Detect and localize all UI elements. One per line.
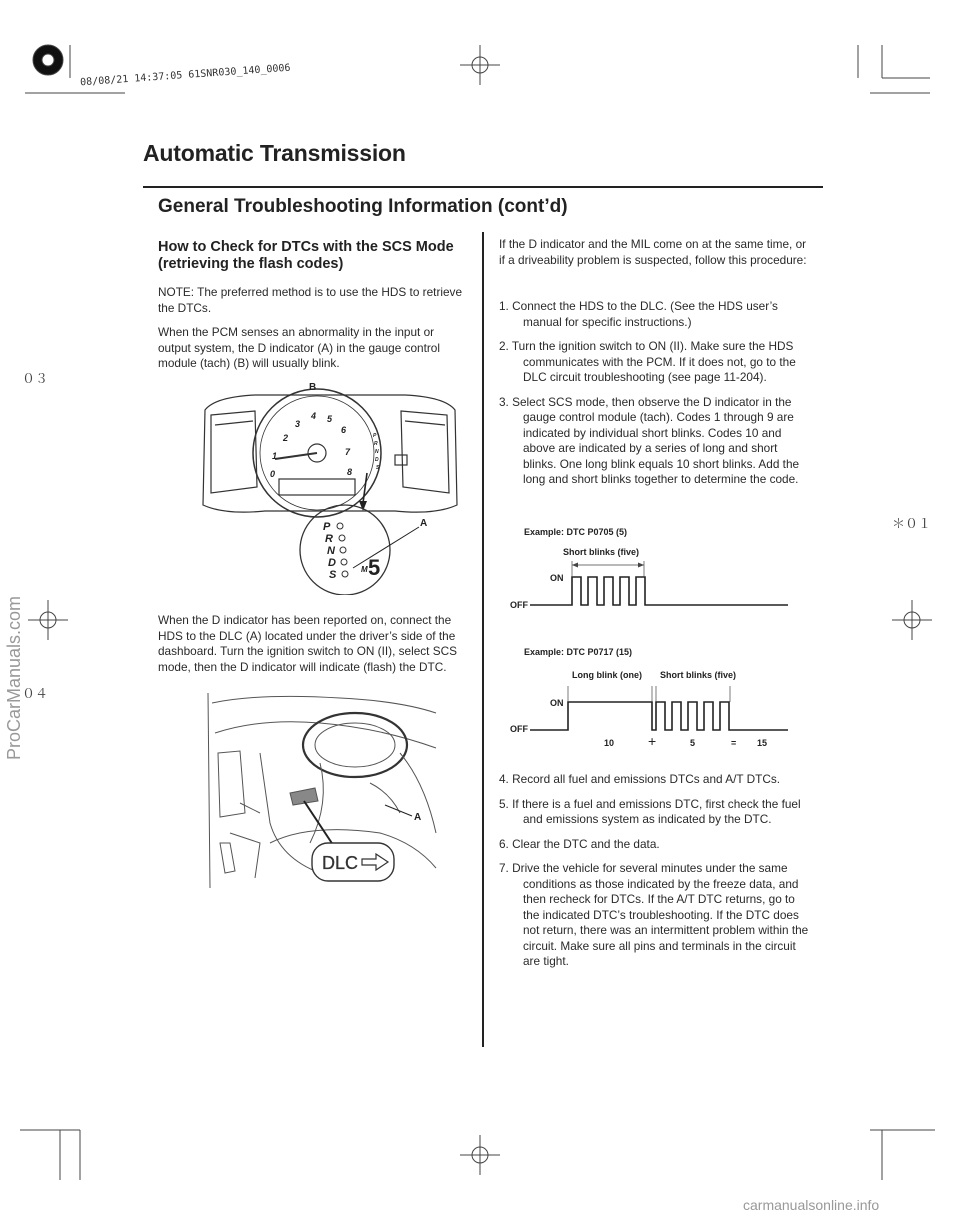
note-paragraph: NOTE: The preferred method is to use the HDS to retrieve the DTCs.: [158, 285, 463, 315]
procedure-step: 6. Clear the DTC and the data.: [499, 836, 660, 851]
dial-number: 7: [345, 447, 351, 457]
example2-title: Example: DTC P0717 (15): [524, 647, 633, 657]
waveform-example2: [530, 680, 800, 740]
title-rule: [143, 186, 823, 188]
dlc-label: DLC: [322, 853, 359, 873]
equation-5: 5: [690, 738, 696, 748]
tach-gear-letter: S: [376, 465, 380, 471]
example1-on-label: ON: [550, 573, 564, 583]
section-heading: How to Check for DTCs with the SCS Mode (retrieving the flash codes): [158, 239, 454, 272]
tach-gear-letter: R: [374, 441, 378, 447]
label-a-indicator: A: [420, 518, 428, 529]
gear-letter-d: D: [328, 557, 336, 569]
example2-off-label: OFF: [510, 724, 528, 734]
margin-mark-01: ＊０１: [892, 517, 932, 532]
mode-digit: 5: [368, 555, 381, 580]
dial-number: 3: [295, 419, 301, 429]
procedure-intro: If the D indicator and the MIL come on at the same time, or if a driveability problem is suspected, follow this procedure:: [499, 237, 807, 267]
label-b-gauge: B: [309, 382, 317, 393]
print-stamp: 08/08/21 14:37:05 61SNR030_140_0006: [79, 62, 291, 89]
page-subtitle: General Troubleshooting Information (cont’d): [158, 196, 568, 217]
dial-number: 2: [283, 433, 289, 443]
gear-letter-p: P: [323, 521, 331, 533]
gear-letter-s: S: [329, 569, 337, 581]
column-divider: [482, 232, 484, 1047]
dial-number: 1: [272, 451, 278, 461]
tach-gear-letter: N: [375, 449, 379, 455]
example1-blinks-label: Short blinks (five): [563, 547, 640, 557]
connect-hds-paragraph: When the D indicator has been reported on, connect the HDS to the DLC (A) located under the driver’s side of the dashboard. Turn the ignition switch to ON (II), select SCS mode, then the D indicator will indicate (flash) the DTC.: [158, 613, 457, 674]
margin-mark-03: ０３: [22, 372, 49, 387]
page-title: Automatic Transmission: [143, 140, 406, 166]
example1-off-label: OFF: [510, 600, 528, 610]
procedure-steps-4-7: [499, 772, 809, 970]
gear-letter-r: R: [325, 533, 333, 545]
dial-number: 4: [311, 411, 317, 421]
margin-mark-04: ０４: [22, 687, 49, 702]
mode-badge: M: [361, 565, 368, 574]
tach-gear-letter: P: [373, 433, 377, 439]
dial-number: 5: [327, 414, 333, 424]
label-a-dlc: A: [414, 812, 422, 823]
equation-equals: =: [731, 738, 737, 748]
equation-10: 10: [604, 738, 615, 748]
procedure-step: 2. Turn the ignition switch to ON (II). Make sure the HDS communicates with the PCM. If it does not, go to the DLC circuit troubleshooting (see page 11-204).: [499, 339, 796, 384]
bottom-watermark: carmanualsonline.info: [743, 1197, 880, 1213]
blink-signal-line: [530, 577, 788, 605]
procedure-step: 3. Select SCS mode, then observe the D indicator in the gauge control module (tach). Codes 1 through 9 are indicated by individual short blinks. Codes 10 and above are indicated by a series of long and short blinks. One long blink equals 10 short blinks. Add the long and short blinks together to determine the code.: [499, 394, 800, 486]
example1-title: Example: DTC P0705 (5): [524, 527, 628, 537]
example2-on-label: ON: [550, 698, 564, 708]
example2-long-label: Long blink (one): [572, 670, 642, 680]
waveform-example1: [530, 555, 800, 615]
procedure-step: 1. Connect the HDS to the DLC. (See the HDS user’s manual for specific instructions.): [499, 299, 778, 329]
procedure-step: 5. If there is a fuel and emissions DTC, first check the fuel and emissions system as indicated by the DTC.: [499, 796, 801, 826]
dial-number: 6: [341, 425, 347, 435]
procedure-step: 4. Record all fuel and emissions DTCs and A/T DTCs.: [499, 772, 781, 786]
gear-letter-n: N: [327, 545, 335, 557]
dial-number: 8: [347, 467, 353, 477]
example2-short-label: Short blinks (five): [660, 670, 737, 680]
equation-15: 15: [757, 738, 768, 748]
procedure-step: 7. Drive the vehicle for several minutes under the same conditions as those indicated by the freeze data, and then recheck for DTCs. If the A/T DTC returns, go to the indicated DTC’s troubleshooting. If the DTC does not return, there was an intermittent problem within the circuit. Make sure all pins and terminals in the circuit are tight.: [499, 861, 809, 968]
tach-gear-letter: D: [375, 457, 379, 463]
side-watermark: ProCarManuals.com: [4, 595, 24, 760]
equation-plus: +: [648, 733, 657, 749]
dial-number: 0: [270, 469, 276, 479]
blink-signal-line: [530, 702, 788, 730]
procedure-steps-1-3: [499, 299, 809, 488]
abnormality-paragraph: When the PCM senses an abnormality in the input or output system, the D indicator (A) in the gauge control module (tach) (B) will usually blink.: [158, 325, 440, 370]
dashboard-dlc-figure: [200, 693, 440, 893]
gauge-figure: [195, 375, 465, 595]
